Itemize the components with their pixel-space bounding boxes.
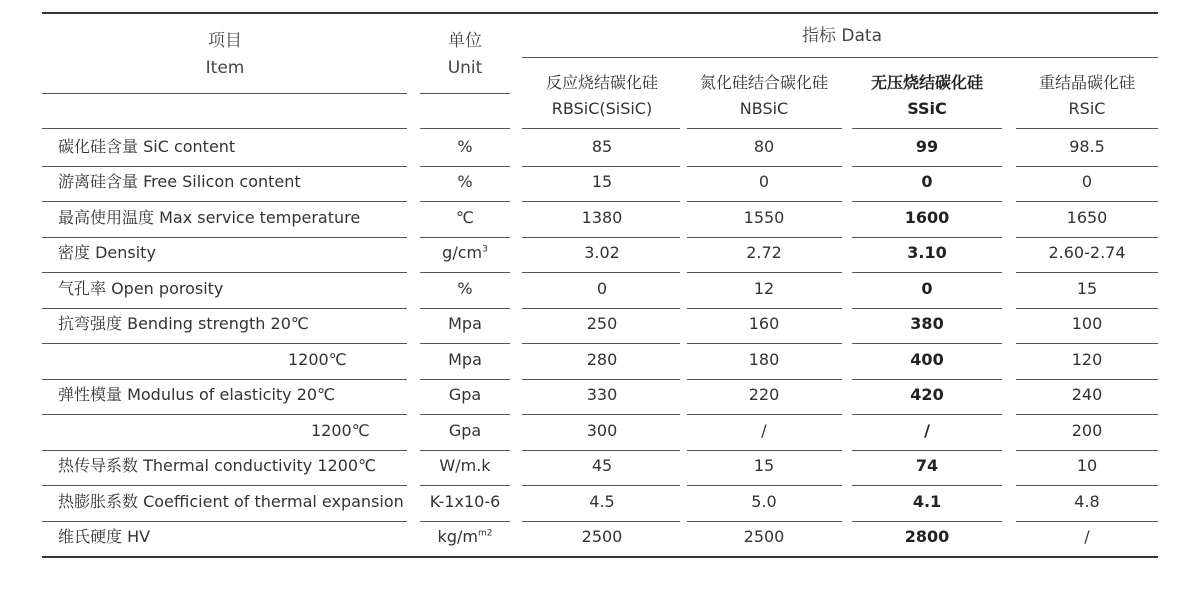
row-value: 85 <box>591 136 613 156</box>
table-rule <box>522 57 1158 58</box>
table-rule <box>852 272 1002 273</box>
row-unit: K-1x10-6 <box>429 491 501 511</box>
row-value: 99 <box>915 136 939 156</box>
row-value: 100 <box>1071 314 1103 334</box>
row-value: 220 <box>748 385 780 405</box>
row-value: 380 <box>910 314 944 334</box>
row-value: 180 <box>748 349 780 369</box>
table-rule <box>1016 201 1158 202</box>
row-item-label: 弹性模量 Modulus of elasticity 20℃ <box>58 385 336 405</box>
table-rule <box>42 308 407 309</box>
table-rule <box>522 521 680 522</box>
col-header-cn: 无压烧结碳化硅 <box>870 73 984 92</box>
row-value: 15 <box>1076 278 1098 298</box>
row-value: 120 <box>1071 349 1103 369</box>
header-data-label: 指标 Data <box>802 26 882 46</box>
table-rule <box>42 414 407 415</box>
row-value: 1550 <box>743 207 785 227</box>
table-rule <box>1016 166 1158 167</box>
table-rule <box>687 450 842 451</box>
table-rule <box>1016 237 1158 238</box>
row-value: 4.8 <box>1074 491 1100 511</box>
table-rule <box>1016 343 1158 344</box>
row-value: 0 <box>921 172 933 192</box>
row-unit: Gpa <box>448 420 482 440</box>
table-rule <box>852 308 1002 309</box>
row-item-label: 1200℃ <box>288 349 347 369</box>
table-rule <box>42 379 407 380</box>
table-rule <box>852 450 1002 451</box>
row-value: 4.1 <box>912 491 942 511</box>
table-rule <box>522 343 680 344</box>
table-rule <box>522 450 680 451</box>
table-rule <box>522 166 680 167</box>
table-rule <box>522 272 680 273</box>
row-item-label: 1200℃ <box>311 420 370 440</box>
row-unit: $g/cm^3$ <box>442 243 488 263</box>
table-rule <box>420 201 510 202</box>
row-value: 250 <box>586 314 618 334</box>
row-unit: Gpa <box>448 385 482 405</box>
table-rule <box>522 128 680 129</box>
table-rule <box>42 450 407 451</box>
table-rule <box>1016 521 1158 522</box>
table-rule <box>42 556 1158 558</box>
table-rule <box>420 414 510 415</box>
row-value: 2.72 <box>746 243 782 263</box>
table-rule <box>522 308 680 309</box>
table-rule <box>42 201 407 202</box>
row-item-label: 密度 Density <box>58 243 156 263</box>
table-rule <box>42 485 407 486</box>
table-rule <box>687 521 842 522</box>
table-rule <box>687 166 842 167</box>
table-rule <box>852 201 1002 202</box>
table-rule <box>522 414 680 415</box>
table-rule <box>687 272 842 273</box>
table-rule <box>420 166 510 167</box>
col-header-cn: 反应烧结碳化硅 <box>545 73 659 92</box>
table-rule <box>42 343 407 344</box>
row-value: 240 <box>1071 385 1103 405</box>
row-unit: W/m.k <box>439 456 491 476</box>
table-rule <box>852 379 1002 380</box>
table-rule <box>420 521 510 522</box>
row-value: 74 <box>915 456 939 476</box>
table-rule <box>42 166 407 167</box>
table-rule <box>522 237 680 238</box>
table-rule <box>852 343 1002 344</box>
row-value: 1600 <box>904 207 950 227</box>
table-rule <box>852 414 1002 415</box>
table-rule <box>1016 308 1158 309</box>
row-value: 2500 <box>743 527 785 547</box>
table-rule <box>852 237 1002 238</box>
row-value: 0 <box>758 172 770 192</box>
table-rule <box>522 485 680 486</box>
table-rule <box>687 308 842 309</box>
row-value: 3.10 <box>907 243 947 263</box>
row-item-label: 最高使用温度 Max service temperature <box>58 207 361 227</box>
table-rule <box>687 201 842 202</box>
row-value: 330 <box>586 385 618 405</box>
table-rule <box>852 521 1002 522</box>
col-header-en: RBSiC(SiSiC) <box>551 99 653 118</box>
row-unit: Mpa <box>448 349 482 369</box>
col-header-cn: 重结晶碳化硅 <box>1038 73 1136 92</box>
row-unit: ℃ <box>456 207 474 227</box>
col-header-en: RSiC <box>1068 99 1106 118</box>
header-unit-cn: 单位 <box>448 31 482 51</box>
row-value: 98.5 <box>1069 136 1105 156</box>
table-rule <box>1016 450 1158 451</box>
row-value: / <box>761 420 767 440</box>
table-rule <box>687 343 842 344</box>
row-value: 1380 <box>581 207 623 227</box>
table-rule <box>420 343 510 344</box>
row-item-label: 游离硅含量 Free Silicon content <box>58 172 301 192</box>
header-item-en: Item <box>205 58 245 78</box>
row-value: 1650 <box>1066 207 1108 227</box>
table-rule <box>852 128 1002 129</box>
row-value: / <box>924 420 930 440</box>
row-value: 200 <box>1071 420 1103 440</box>
row-value: 15 <box>591 172 613 192</box>
table-rule <box>420 272 510 273</box>
table-rule <box>420 450 510 451</box>
row-item-label: 维氏硬度 HV <box>58 527 151 547</box>
row-value: 4.5 <box>589 491 615 511</box>
table-rule <box>420 308 510 309</box>
header-item-cn: 项目 <box>208 31 242 51</box>
row-value: 45 <box>591 456 613 476</box>
row-value: 5.0 <box>751 491 777 511</box>
row-value: 0 <box>1081 172 1093 192</box>
row-value: 0 <box>596 278 608 298</box>
row-value: 300 <box>586 420 618 440</box>
table-rule <box>1016 414 1158 415</box>
row-unit: % <box>457 136 473 156</box>
col-header-cn: 氮化硅结合碳化硅 <box>699 73 829 92</box>
row-unit: $kg/m^{m2}$ <box>437 527 493 547</box>
table-rule <box>420 237 510 238</box>
table-rule <box>1016 379 1158 380</box>
row-value: 160 <box>748 314 780 334</box>
row-value: / <box>1084 527 1090 547</box>
row-value: 2800 <box>904 527 950 547</box>
table-rule <box>687 237 842 238</box>
col-header-en: NBSiC <box>739 99 789 118</box>
table-rule <box>1016 272 1158 273</box>
table-rule <box>42 237 407 238</box>
col-header-en: SSiC <box>907 99 947 118</box>
table-rule <box>42 272 407 273</box>
row-value: 280 <box>586 349 618 369</box>
table-rule <box>522 379 680 380</box>
table-rule <box>687 414 842 415</box>
row-item-label: 气孔率 Open porosity <box>58 278 224 298</box>
row-value: 2500 <box>581 527 623 547</box>
row-item-label: 抗弯强度 Bending strength 20℃ <box>58 314 309 334</box>
table-rule <box>420 128 510 129</box>
row-value: 15 <box>753 456 775 476</box>
row-unit: Mpa <box>448 314 482 334</box>
table-rule <box>687 485 842 486</box>
table-rule <box>852 166 1002 167</box>
row-value: 2.60-2.74 <box>1048 243 1126 263</box>
table-rule <box>42 93 407 94</box>
row-value: 80 <box>753 136 775 156</box>
row-value: 400 <box>910 349 944 369</box>
table-rule <box>420 93 510 94</box>
table-rule <box>42 12 1158 14</box>
row-value: 0 <box>921 278 933 298</box>
row-unit: % <box>457 172 473 192</box>
row-value: 12 <box>753 278 775 298</box>
table-rule <box>852 485 1002 486</box>
row-value: 420 <box>910 385 944 405</box>
header-unit-en: Unit <box>447 58 483 78</box>
row-unit: % <box>457 278 473 298</box>
row-item-label: 热膨胀系数 Coefficient of thermal expansion <box>58 491 404 511</box>
table-rule <box>522 201 680 202</box>
table-rule <box>687 379 842 380</box>
row-value: 3.02 <box>584 243 620 263</box>
table-rule <box>42 521 407 522</box>
row-value: 10 <box>1076 456 1098 476</box>
table-rule <box>1016 485 1158 486</box>
table-rule <box>42 128 407 129</box>
table-rule <box>420 379 510 380</box>
row-item-label: 热传导系数 Thermal conductivity 1200℃ <box>58 456 377 476</box>
row-item-label: 碳化硅含量 SiC content <box>58 136 236 156</box>
table-rule <box>687 128 842 129</box>
table-rule <box>1016 128 1158 129</box>
table-rule <box>420 485 510 486</box>
